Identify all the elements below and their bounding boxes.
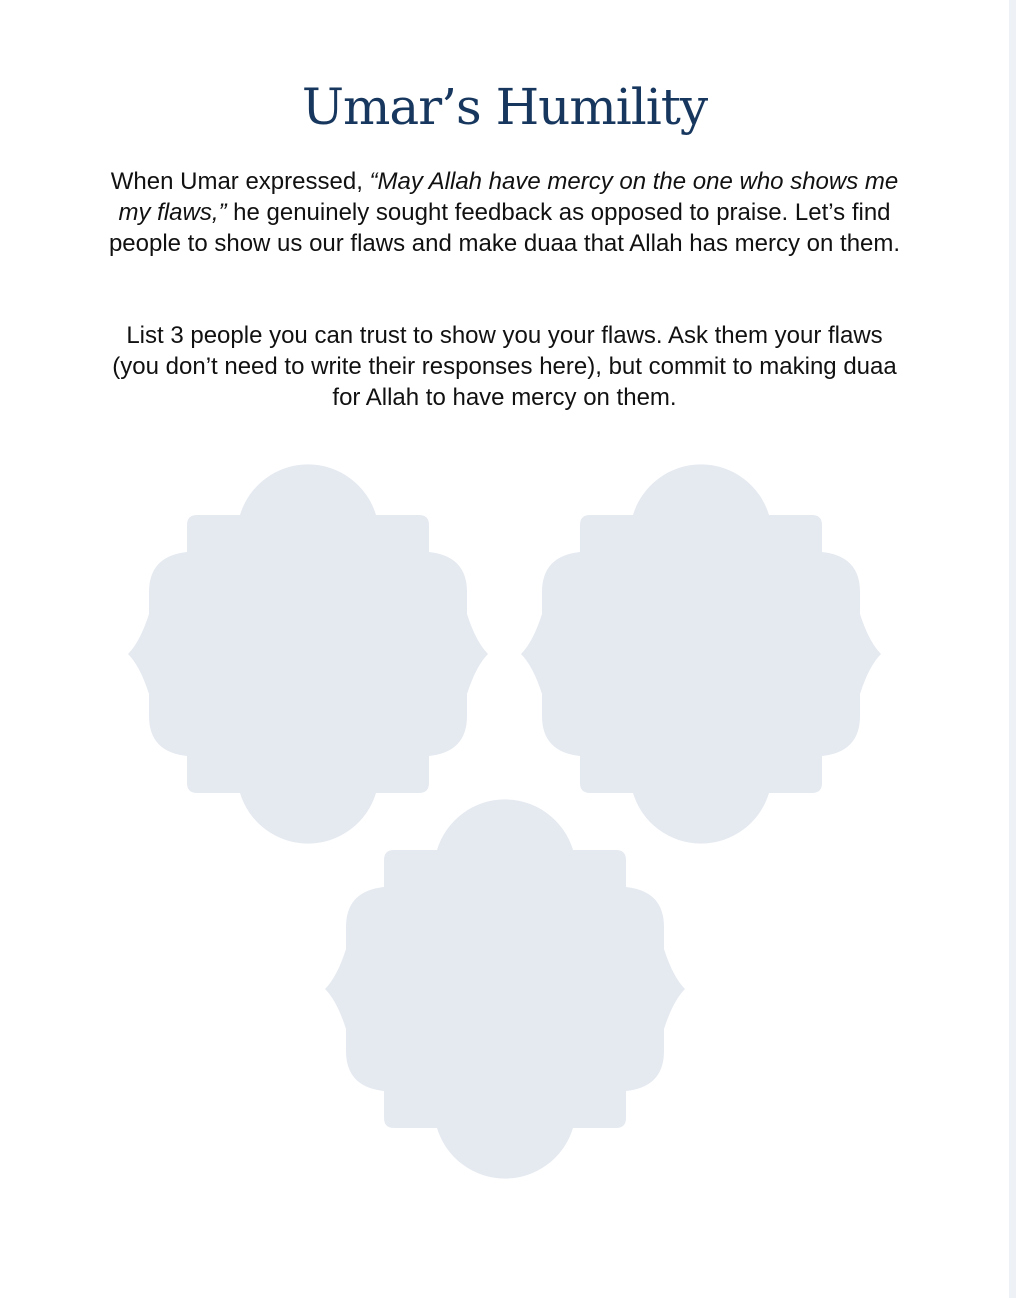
intro-text-start: When Umar expressed, — [110, 168, 370, 195]
person-frame-2[interactable] — [521, 464, 881, 844]
page-title: Umar’s Humility — [301, 78, 708, 136]
frame-shape — [325, 799, 685, 1178]
frame-shape — [128, 464, 488, 843]
person-frame-1[interactable] — [128, 464, 488, 844]
instruction-paragraph: List 3 people you can trust to show you your flaws. Ask them your flaws (you don’t need to write their responses here), but commit to making duaa for Allah to have mercy on them. — [112, 322, 897, 411]
frame-shape — [521, 464, 881, 843]
person-frame-3[interactable] — [325, 799, 685, 1179]
intro-quote: “May Allah have mercy on the one who shows me my flaws,” — [118, 168, 899, 226]
intro-paragraph — [100, 166, 909, 259]
page-edge — [1009, 0, 1016, 1298]
intro-text-end: he genuinely sought feedback as opposed to praise. Let’s find people to show us our flaws and make duaa that Allah has mercy on them. — [108, 199, 901, 257]
